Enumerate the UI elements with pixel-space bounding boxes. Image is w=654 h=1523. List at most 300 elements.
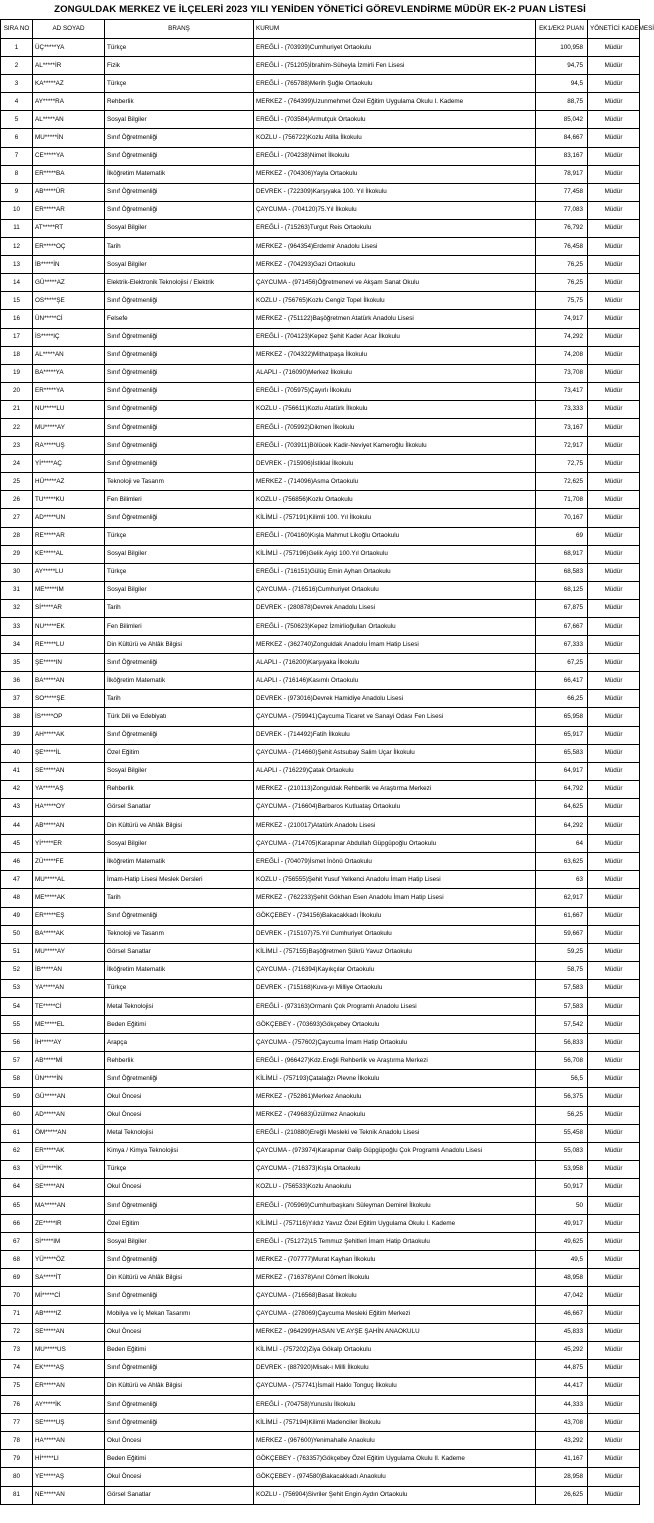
table-row — [1, 1396, 640, 1414]
cell-puan: 59,25 — [536, 943, 588, 961]
table-row — [1, 256, 640, 274]
cell-sira-no: 78 — [1, 1432, 33, 1450]
cell-kurum: KİLİMLİ - (757116)Yıldız Yavuz Özel Eğitim Uygulama Okulu I. Kademe — [254, 1215, 536, 1233]
cell-kurum: EREĞLİ - (751272)15 Temmuz Şehitleri İmam Hatip Ortaokulu — [254, 1233, 536, 1251]
cell-sira-no: 68 — [1, 1251, 33, 1269]
table-row — [1, 889, 640, 907]
table-row — [1, 292, 640, 310]
cell-brans: Sınıf Öğretmenliği — [105, 509, 254, 527]
cell-sira-no: 65 — [1, 1197, 33, 1215]
cell-brans: Okul Öncesi — [105, 1106, 254, 1124]
cell-kademe: Müdür — [588, 201, 640, 219]
cell-kurum: MERKEZ - (764399)Uzunmehmet Özel Eğitim Uygulama Okulu I. Kademe — [254, 93, 536, 111]
cell-puan: 49,5 — [536, 1251, 588, 1269]
cell-kademe: Müdür — [588, 1341, 640, 1359]
cell-puan: 78,917 — [536, 165, 588, 183]
cell-sira-no: 32 — [1, 599, 33, 617]
cell-brans: Sınıf Öğretmenliği — [105, 907, 254, 925]
cell-kademe: Müdür — [588, 219, 640, 237]
cell-sira-no: 25 — [1, 473, 33, 491]
cell-kademe: Müdür — [588, 654, 640, 672]
cell-ad-soyad: BA*****AK — [33, 925, 105, 943]
table-row — [1, 690, 640, 708]
cell-kurum: EREĞLİ - (716151)Gülüç Emin Ayhan Ortaokulu — [254, 563, 536, 581]
cell-kurum: ÇAYCUMA - (757741)İsmail Hakkı Tonguç İlkokulu — [254, 1377, 536, 1395]
cell-brans: Din Kültürü ve Ahlâk Bilgisi — [105, 817, 254, 835]
cell-kurum: MERKEZ - (762233)Şehit Gökhan Esen Anadolu İmam Hatip Lisesi — [254, 889, 536, 907]
cell-puan: 50 — [536, 1197, 588, 1215]
cell-kurum: KİLİMLİ - (757193)Çatalağzı Plevne İlkokulu — [254, 1070, 536, 1088]
cell-sira-no: 42 — [1, 780, 33, 798]
cell-sira-no: 2 — [1, 57, 33, 75]
cell-kurum: GÖKÇEBEY - (974580)Bakacakkadı Anaokulu — [254, 1468, 536, 1486]
cell-ad-soyad: Yİ*****AÇ — [33, 455, 105, 473]
cell-brans: Felsefe — [105, 310, 254, 328]
cell-sira-no: 15 — [1, 292, 33, 310]
cell-kurum: EREĞLİ - (704758)Yunuslu İlkokulu — [254, 1396, 536, 1414]
table-row — [1, 1468, 640, 1486]
cell-puan: 73,708 — [536, 364, 588, 382]
table-row — [1, 437, 640, 455]
cell-sira-no: 3 — [1, 75, 33, 93]
cell-ad-soyad: YÜ*****İK — [33, 1160, 105, 1178]
cell-ad-soyad: CE*****YA — [33, 147, 105, 165]
cell-brans: Teknoloji ve Tasarım — [105, 925, 254, 943]
cell-puan: 67,25 — [536, 654, 588, 672]
cell-kademe: Müdür — [588, 1124, 640, 1142]
cell-ad-soyad: BA*****YA — [33, 364, 105, 382]
cell-sira-no: 51 — [1, 943, 33, 961]
cell-kurum: MERKEZ - (751122)Başöğretmen Atatürk Anadolu Lisesi — [254, 310, 536, 328]
cell-ad-soyad: SE*****AN — [33, 1323, 105, 1341]
cell-sira-no: 6 — [1, 129, 33, 147]
cell-sira-no: 5 — [1, 111, 33, 129]
cell-kurum: EREĞLİ - (703911)Bölücek Kadir-Neviyet Kameroğlu İlkokulu — [254, 437, 536, 455]
table-row — [1, 817, 640, 835]
cell-ad-soyad: MU*****AL — [33, 871, 105, 889]
cell-puan: 72,917 — [536, 437, 588, 455]
cell-puan: 83,167 — [536, 147, 588, 165]
cell-kademe: Müdür — [588, 1396, 640, 1414]
cell-brans: Sınıf Öğretmenliği — [105, 455, 254, 473]
cell-brans: Fen Bilimleri — [105, 618, 254, 636]
cell-ad-soyad: NE*****AN — [33, 1486, 105, 1504]
cell-kademe: Müdür — [588, 527, 640, 545]
cell-sira-no: 33 — [1, 618, 33, 636]
cell-puan: 44,875 — [536, 1359, 588, 1377]
cell-sira-no: 31 — [1, 581, 33, 599]
cell-sira-no: 46 — [1, 853, 33, 871]
cell-sira-no: 34 — [1, 636, 33, 654]
cell-kurum: KOZLU - (756722)Kozlu Atilla İlkokulu — [254, 129, 536, 147]
cell-brans: Sınıf Öğretmenliği — [105, 328, 254, 346]
cell-puan: 55,458 — [536, 1124, 588, 1142]
cell-ad-soyad: ER*****AR — [33, 201, 105, 219]
cell-kurum: MERKEZ - (964299)HASAN VE AYŞE ŞAHİN ANAOKULU — [254, 1323, 536, 1341]
cell-brans: İlköğretim Matematik — [105, 853, 254, 871]
cell-kurum: GÖKÇEBEY - (703693)Gökçebey Ortaokulu — [254, 1016, 536, 1034]
table-row — [1, 1070, 640, 1088]
cell-kurum: DEVREK - (715168)Kuva-yı Milliye Ortaokulu — [254, 979, 536, 997]
cell-ad-soyad: GÜ*****AN — [33, 1088, 105, 1106]
table-row — [1, 39, 640, 57]
cell-ad-soyad: YE*****AŞ — [33, 1468, 105, 1486]
table-row — [1, 943, 640, 961]
table-row — [1, 1215, 640, 1233]
table-row — [1, 1034, 640, 1052]
cell-brans: Özel Eğitim — [105, 1215, 254, 1233]
cell-kurum: GÖKÇEBEY - (763357)Gökçebey Özel Eğitim Uygulama Okulu II. Kademe — [254, 1450, 536, 1468]
cell-kademe: Müdür — [588, 1323, 640, 1341]
cell-ad-soyad: SE*****UŞ — [33, 1414, 105, 1432]
document-title: ZONGULDAK MERKEZ VE İLÇELERİ 2023 YILI YENİDEN YÖNETİCİ GÖREVLENDİRME MÜDÜR EK-2 PUAN LİSTESİ — [54, 4, 586, 15]
cell-kademe: Müdür — [588, 1359, 640, 1377]
table-row — [1, 744, 640, 762]
cell-puan: 26,625 — [536, 1486, 588, 1504]
cell-ad-soyad: ME*****AK — [33, 889, 105, 907]
cell-kurum: DEVREK - (280878)Devrek Anadolu Lisesi — [254, 599, 536, 617]
cell-puan: 55,083 — [536, 1142, 588, 1160]
cell-puan: 77,083 — [536, 201, 588, 219]
table-row — [1, 1251, 640, 1269]
cell-puan: 64 — [536, 835, 588, 853]
cell-kademe: Müdür — [588, 1142, 640, 1160]
cell-kademe: Müdür — [588, 1070, 640, 1088]
cell-kurum: KİLİMLİ - (757191)Kilimli 100. Yıl İlkokulu — [254, 509, 536, 527]
cell-sira-no: 19 — [1, 364, 33, 382]
table-row — [1, 1106, 640, 1124]
cell-sira-no: 17 — [1, 328, 33, 346]
cell-kademe: Müdür — [588, 93, 640, 111]
cell-kurum: KOZLU - (756555)Şehit Yusuf Yelkenci Anadolu İmam Hatip Lisesi — [254, 871, 536, 889]
cell-ad-soyad: NU*****LU — [33, 400, 105, 418]
table-row — [1, 219, 640, 237]
cell-brans: Kimya / Kimya Teknolojisi — [105, 1142, 254, 1160]
table-row — [1, 75, 640, 93]
cell-puan: 73,167 — [536, 418, 588, 436]
cell-sira-no: 75 — [1, 1377, 33, 1395]
cell-kademe: Müdür — [588, 1215, 640, 1233]
cell-brans: Sınıf Öğretmenliği — [105, 1197, 254, 1215]
cell-sira-no: 70 — [1, 1287, 33, 1305]
cell-brans: Sosyal Bilgiler — [105, 762, 254, 780]
cell-sira-no: 20 — [1, 382, 33, 400]
cell-kademe: Müdür — [588, 1088, 640, 1106]
cell-brans: Mobilya ve İç Mekan Tasarımı — [105, 1305, 254, 1323]
cell-kademe: Müdür — [588, 961, 640, 979]
cell-puan: 64,292 — [536, 817, 588, 835]
cell-sira-no: 29 — [1, 545, 33, 563]
cell-brans: Sosyal Bilgiler — [105, 581, 254, 599]
cell-sira-no: 56 — [1, 1034, 33, 1052]
cell-brans: Sınıf Öğretmenliği — [105, 292, 254, 310]
cell-ad-soyad: EK*****AŞ — [33, 1359, 105, 1377]
cell-puan: 94,75 — [536, 57, 588, 75]
table-row — [1, 907, 640, 925]
cell-sira-no: 23 — [1, 437, 33, 455]
cell-kademe: Müdür — [588, 455, 640, 473]
cell-kademe: Müdür — [588, 382, 640, 400]
cell-kademe: Müdür — [588, 925, 640, 943]
cell-brans: Türkçe — [105, 75, 254, 93]
cell-ad-soyad: KA*****AZ — [33, 75, 105, 93]
cell-ad-soyad: AL*****İR — [33, 57, 105, 75]
cell-puan: 62,917 — [536, 889, 588, 907]
table-row — [1, 201, 640, 219]
cell-ad-soyad: HA*****AN — [33, 1432, 105, 1450]
cell-puan: 57,583 — [536, 979, 588, 997]
table-row — [1, 835, 640, 853]
cell-kademe: Müdür — [588, 1034, 640, 1052]
cell-ad-soyad: ÜÇ*****YA — [33, 39, 105, 57]
cell-ad-soyad: ŞE*****İL — [33, 744, 105, 762]
cell-sira-no: 66 — [1, 1215, 33, 1233]
cell-kurum: EREĞLİ - (704079)İsmet İnönü Ortaokulu — [254, 853, 536, 871]
table-row — [1, 364, 640, 382]
table-row — [1, 527, 640, 545]
cell-ad-soyad: ME*****EL — [33, 1016, 105, 1034]
cell-sira-no: 64 — [1, 1178, 33, 1196]
table-row — [1, 129, 640, 147]
cell-kurum: EREĞLİ - (210880)Ereğli Mesleki ve Teknik Anadolu Lisesi — [254, 1124, 536, 1142]
table-row — [1, 1359, 640, 1377]
cell-ad-soyad: ER*****AK — [33, 1142, 105, 1160]
cell-kurum: EREĞLİ - (765788)Merih Şuğle Ortaokulu — [254, 75, 536, 93]
cell-puan: 63 — [536, 871, 588, 889]
cell-kademe: Müdür — [588, 129, 640, 147]
table-row — [1, 599, 640, 617]
cell-kademe: Müdür — [588, 545, 640, 563]
cell-puan: 68,583 — [536, 563, 588, 581]
table-row — [1, 1178, 640, 1196]
cell-brans: Arapça — [105, 1034, 254, 1052]
cell-sira-no: 63 — [1, 1160, 33, 1178]
cell-sira-no: 76 — [1, 1396, 33, 1414]
cell-kurum: ÇAYCUMA - (714705)Karapınar Abdullah Güpgüpoğlu Ortaokulu — [254, 835, 536, 853]
cell-puan: 73,333 — [536, 400, 588, 418]
cell-brans: Teknoloji ve Tasarım — [105, 473, 254, 491]
cell-ad-soyad: YA*****AŞ — [33, 780, 105, 798]
cell-puan: 44,417 — [536, 1377, 588, 1395]
cell-kurum: MERKEZ - (704293)Gazi Ortaokulu — [254, 256, 536, 274]
cell-brans: Sınıf Öğretmenliği — [105, 654, 254, 672]
cell-kademe: Müdür — [588, 618, 640, 636]
table-row — [1, 726, 640, 744]
cell-ad-soyad: TE*****Cİ — [33, 997, 105, 1015]
cell-ad-soyad: AY*****RA — [33, 93, 105, 111]
cell-puan: 64,917 — [536, 762, 588, 780]
cell-ad-soyad: ZÜ*****FE — [33, 853, 105, 871]
cell-puan: 76,458 — [536, 238, 588, 256]
table-row — [1, 961, 640, 979]
cell-kademe: Müdür — [588, 599, 640, 617]
cell-kademe: Müdür — [588, 853, 640, 871]
cell-brans: Okul Öncesi — [105, 1468, 254, 1486]
cell-brans: Türkçe — [105, 563, 254, 581]
cell-ad-soyad: RA*****UŞ — [33, 437, 105, 455]
cell-kurum: GÖKÇEBEY - (734156)Bakacakkadı İlkokulu — [254, 907, 536, 925]
cell-kademe: Müdür — [588, 1052, 640, 1070]
cell-brans: Sınıf Öğretmenliği — [105, 147, 254, 165]
cell-kurum: KİLİMLİ - (757202)Ziya Gökalp Ortaokulu — [254, 1341, 536, 1359]
cell-kurum: MERKEZ - (707777)Murat Kayhan İlkokulu — [254, 1251, 536, 1269]
table-row — [1, 346, 640, 364]
table-row — [1, 1486, 640, 1504]
table-row — [1, 780, 640, 798]
cell-sira-no: 55 — [1, 1016, 33, 1034]
table-row — [1, 418, 640, 436]
header-row — [1, 20, 640, 39]
cell-sira-no: 36 — [1, 672, 33, 690]
score-table — [0, 19, 654, 1505]
cell-ad-soyad: ER*****BA — [33, 165, 105, 183]
table-row — [1, 1160, 640, 1178]
cell-kademe: Müdür — [588, 183, 640, 201]
cell-kurum: DEVREK - (715107)75.Yıl Cumhuriyet Ortaokulu — [254, 925, 536, 943]
cell-ad-soyad: ŞE*****IN — [33, 654, 105, 672]
cell-ad-soyad: ÖM*****AN — [33, 1124, 105, 1142]
cell-puan: 76,25 — [536, 256, 588, 274]
cell-puan: 43,708 — [536, 1414, 588, 1432]
cell-kademe: Müdür — [588, 274, 640, 292]
cell-sira-no: 45 — [1, 835, 33, 853]
cell-sira-no: 39 — [1, 726, 33, 744]
table-row — [1, 1197, 640, 1215]
cell-brans: Sınıf Öğretmenliği — [105, 382, 254, 400]
cell-kurum: ÇAYCUMA - (278069)Çaycuma Mesleki Eğitim Merkezi — [254, 1305, 536, 1323]
cell-puan: 65,917 — [536, 726, 588, 744]
cell-kurum: KOZLU - (756765)Kozlu Cengiz Topel İlkokulu — [254, 292, 536, 310]
cell-puan: 53,958 — [536, 1160, 588, 1178]
cell-puan: 65,583 — [536, 744, 588, 762]
cell-ad-soyad: HA*****OY — [33, 798, 105, 816]
cell-kurum: EREĞLİ - (966427)Kdz.Ereğli Rehberlik ve Araştırma Merkezi — [254, 1052, 536, 1070]
table-row — [1, 798, 640, 816]
table-row — [1, 1269, 640, 1287]
cell-brans: Elektrik-Elektronik Teknolojisi / Elektrik — [105, 274, 254, 292]
cell-brans: Sınıf Öğretmenliği — [105, 1359, 254, 1377]
cell-puan: 59,667 — [536, 925, 588, 943]
cell-ad-soyad: SE*****AN — [33, 762, 105, 780]
cell-brans: İlköğretim Matematik — [105, 961, 254, 979]
cell-sira-no: 54 — [1, 997, 33, 1015]
cell-ad-soyad: SO*****ŞE — [33, 690, 105, 708]
cell-brans: Sınıf Öğretmenliği — [105, 1070, 254, 1088]
cell-kademe: Müdür — [588, 744, 640, 762]
cell-sira-no: 8 — [1, 165, 33, 183]
cell-kademe: Müdür — [588, 708, 640, 726]
cell-sira-no: 49 — [1, 907, 33, 925]
cell-kademe: Müdür — [588, 473, 640, 491]
cell-ad-soyad: Sİ*****IM — [33, 1233, 105, 1251]
cell-kurum: ÇAYCUMA - (716516)Cumhuriyet Ortaokulu — [254, 581, 536, 599]
cell-sira-no: 26 — [1, 491, 33, 509]
cell-kademe: Müdür — [588, 1432, 640, 1450]
cell-kademe: Müdür — [588, 39, 640, 57]
cell-kademe: Müdür — [588, 57, 640, 75]
cell-ad-soyad: ÜN*****Cİ — [33, 310, 105, 328]
cell-sira-no: 72 — [1, 1323, 33, 1341]
table-row — [1, 581, 640, 599]
cell-puan: 77,458 — [536, 183, 588, 201]
cell-puan: 28,958 — [536, 1468, 588, 1486]
cell-sira-no: 57 — [1, 1052, 33, 1070]
cell-brans: Din Kültürü ve Ahlâk Bilgisi — [105, 1377, 254, 1395]
cell-kademe: Müdür — [588, 328, 640, 346]
cell-puan: 66,417 — [536, 672, 588, 690]
cell-kurum: MERKEZ - (704306)Yayla Ortaokulu — [254, 165, 536, 183]
cell-kurum: MERKEZ - (967600)Yenimahalle Anaokulu — [254, 1432, 536, 1450]
cell-brans: Görsel Sanatlar — [105, 798, 254, 816]
cell-brans: Türkçe — [105, 39, 254, 57]
cell-ad-soyad: SE*****AN — [33, 1178, 105, 1196]
cell-ad-soyad: TU*****KU — [33, 491, 105, 509]
cell-kademe: Müdür — [588, 871, 640, 889]
cell-puan: 43,292 — [536, 1432, 588, 1450]
cell-brans: Tarih — [105, 690, 254, 708]
table-row — [1, 1088, 640, 1106]
table-row — [1, 871, 640, 889]
cell-puan: 68,917 — [536, 545, 588, 563]
cell-sira-no: 62 — [1, 1142, 33, 1160]
cell-ad-soyad: ÜN*****İN — [33, 1070, 105, 1088]
cell-kurum: DEVREK - (722309)Karşıyaka 100. Yıl İlkokulu — [254, 183, 536, 201]
cell-kurum: MERKEZ - (752861)Merkez Anaokulu — [254, 1088, 536, 1106]
table-row — [1, 1287, 640, 1305]
cell-brans: Metal Teknolojisi — [105, 997, 254, 1015]
cell-sira-no: 59 — [1, 1088, 33, 1106]
cell-kurum: EREĞLİ - (751205)İbrahim-Süheyla İzmirli Fen Lisesi — [254, 57, 536, 75]
cell-ad-soyad: YA*****AN — [33, 979, 105, 997]
cell-ad-soyad: İS*****IÇ — [33, 328, 105, 346]
cell-kurum: EREĞLİ - (750623)Kepez İzmirlioğulları Ortaokulu — [254, 618, 536, 636]
cell-kurum: ÇAYCUMA - (716604)Barbaros Kutluataş Ortaokulu — [254, 798, 536, 816]
cell-sira-no: 48 — [1, 889, 33, 907]
cell-kurum: KOZLU - (756533)Kozlu Anaokulu — [254, 1178, 536, 1196]
cell-sira-no: 37 — [1, 690, 33, 708]
cell-ad-soyad: AB*****Mİ — [33, 1052, 105, 1070]
cell-brans: Beden Eğitimi — [105, 1341, 254, 1359]
cell-kademe: Müdür — [588, 817, 640, 835]
cell-puan: 47,042 — [536, 1287, 588, 1305]
cell-kademe: Müdür — [588, 1287, 640, 1305]
table-row — [1, 1341, 640, 1359]
cell-sira-no: 44 — [1, 817, 33, 835]
cell-kademe: Müdür — [588, 364, 640, 382]
cell-brans: Okul Öncesi — [105, 1432, 254, 1450]
cell-kurum: KİLİMLİ - (757194)Kilimli Madenciler İlkokulu — [254, 1414, 536, 1432]
cell-brans: Sınıf Öğretmenliği — [105, 346, 254, 364]
cell-puan: 56,833 — [536, 1034, 588, 1052]
cell-ad-soyad: MA*****AN — [33, 1197, 105, 1215]
cell-sira-no: 16 — [1, 310, 33, 328]
cell-puan: 57,583 — [536, 997, 588, 1015]
cell-sira-no: 81 — [1, 1486, 33, 1504]
cell-kurum: KİLİMLİ - (757196)Gelik Ayiçi 100.Yıl Ortaokulu — [254, 545, 536, 563]
cell-ad-soyad: AY*****LU — [33, 563, 105, 581]
cell-kademe: Müdür — [588, 835, 640, 853]
cell-kurum: EREĞLİ - (704160)Kışla Mahmut Likoğlu Ortaokulu — [254, 527, 536, 545]
cell-brans: Sınıf Öğretmenliği — [105, 1251, 254, 1269]
cell-kurum: ALAPLI - (716200)Karşıyaka İlkokulu — [254, 654, 536, 672]
cell-kademe: Müdür — [588, 780, 640, 798]
cell-brans: Sosyal Bilgiler — [105, 545, 254, 563]
table-row — [1, 1450, 640, 1468]
cell-brans: Din Kültürü ve Ahlâk Bilgisi — [105, 636, 254, 654]
cell-puan: 49,625 — [536, 1233, 588, 1251]
cell-kurum: MERKEZ - (749683)Üzülmez Anaokulu — [254, 1106, 536, 1124]
table-row — [1, 328, 640, 346]
